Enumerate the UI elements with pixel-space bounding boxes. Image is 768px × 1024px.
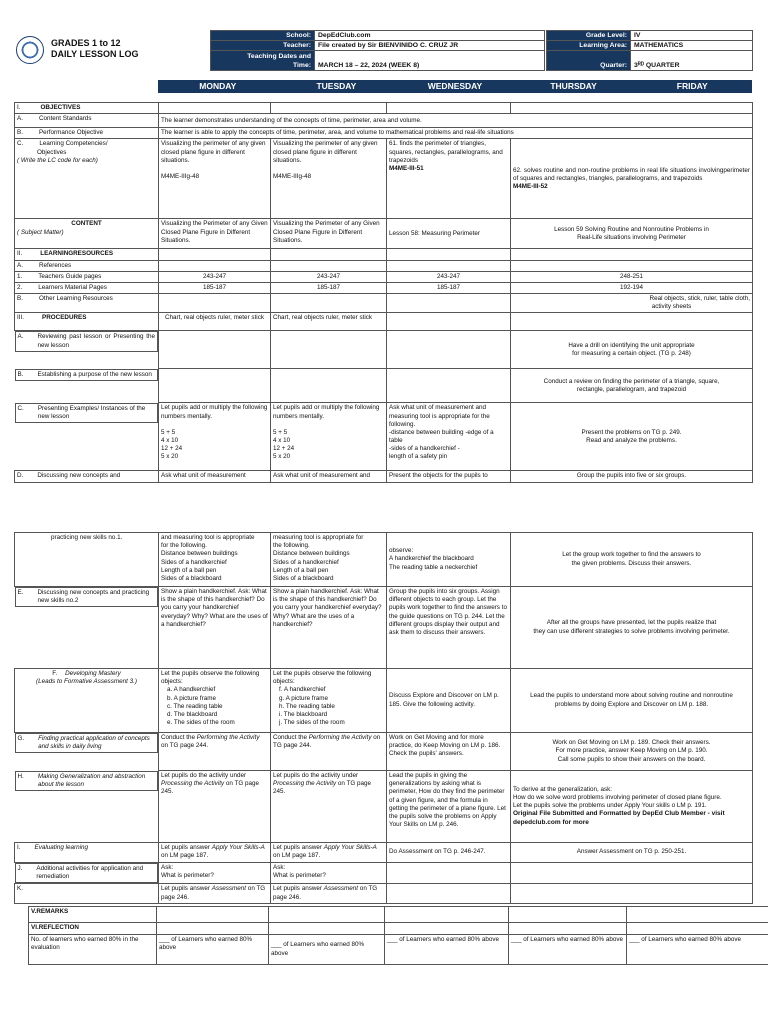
title-dll: DAILY LESSON LOG xyxy=(51,49,139,59)
row-developing-mastery: F. Developing Mastery (Leads to Formative Assessment 3.) Let the pupils observe the following objects: a. A handkerchief b. A picture frame c. The reading table d. The blackboard e. The sides of the room Let the pupils observe the following objects: f. A handkerchief g. A picture frame h. The reading table i. The blackboard j. The sides of the room Discuss Explore and Discover on LM p. 185. Give the following activity. Lead the pupils to understand more about solving routine and nonroutine problems by doing Explore and Discover on LM p. 188. xyxy=(15,669,753,733)
school-value: DepEdClub.com xyxy=(315,31,545,41)
row-teachers-guide: 1. Teachers Guide pages 243-247 243-247 243-247 248-251 xyxy=(15,271,753,282)
earned-thursday: ___ of Learners who earned 80% above xyxy=(509,935,627,965)
remarks-table xyxy=(28,906,768,965)
row-performance-objective: B. Performance Objective The learner is able to apply the concepts of time, perimeter, area, and volume to mathematical problems and real-life situations xyxy=(15,128,753,139)
header-info-left: School: DepEdClub.com Teacher: File created by Sir BIENVINIDO C. CRUZ JR Teaching Dates and Time: MARCH 18 – 22, 2024 (WEEK 8) xyxy=(210,30,545,71)
quarter-value: 3ᴿᴰ QUARTER xyxy=(631,51,753,71)
day-friday: FRIDAY xyxy=(633,81,752,93)
dates-value: MARCH 18 – 22, 2024 (WEEK 8) xyxy=(315,51,545,71)
earned-wednesday: ___ of Learners who earned 80% above xyxy=(385,935,509,965)
row-establishing-purpose: B. Establishing a purpose of the new lesson Conduct a review on finding the perimeter of a triangle, square, rectangle, parallelogram, and trapezoid xyxy=(15,369,753,403)
title-grades: GRADES 1 to 12 xyxy=(51,38,121,48)
row-reviewing: A. Reviewing past lesson or Presenting the new lesson Have a drill on identifying the unit appropriate for measuring a certain object. (TG p. 248) xyxy=(15,331,753,369)
row-procedures: III. PROCEDURES Chart, real objects ruler, meter stick Chart, real objects ruler, meter stick xyxy=(15,313,753,331)
earned-friday: ___ of Learners who earned 80% above xyxy=(627,935,768,965)
watermark-note: Original File Submitted and Formatted by DepEd Club Member - visit depedclub.com for more xyxy=(513,810,725,826)
row-other-resources: B. Other Learning Resources Real objects, stick, ruler, table cloth, activity sheets xyxy=(15,294,753,313)
day-header-row xyxy=(158,80,752,93)
row-objectives: I. OBJECTIVES xyxy=(15,103,753,114)
row-additional-activities: J. Additional activities for application and remediation Ask: What is perimeter? Ask: What is perimeter? xyxy=(15,863,753,884)
row-reflection: VI.REFLECTION xyxy=(29,923,768,935)
earned-monday: ___ of Learners who earned 80% above xyxy=(157,935,269,965)
row-learning-resources: II. LEARNINGRESOURCES xyxy=(15,249,753,260)
row-discussing-2: E. Discussing new concepts and practicing new skills no.2 Show a plain handkerchief. Ask: What is the shape of this handkerchief? Do you carry your handkerchief everyday? Why? What are the uses of a handkerchief? Show a plain handkerchief. Ask: What is the shape of this handkerchief? Do you carry your handkerchief everyday? Why? What are the uses of a handkerchief? Group the pupils into six groups. Assign different objects to each group. Let the pupils work together to find the answers to the guide questions on TG p. 244. Let the different groups display their output and ask them to discuss their answers. After all the groups have presented, let the pupils realize that they can use different strategies to solve problems involving perimeter. xyxy=(15,587,753,669)
row-content: CONTENT ( Subject Matter) Visualizing the Perimeter of any Given Closed Plane Figure in Different Situations. Visualizing the Perimeter of any Given Closed Plane Figure in Different Situations. Lesson 58: Measuring Perimeter Lesson 59 Solving Routine and Nonroutine Problems in Real-Life situations involving Perimeter xyxy=(15,219,753,249)
day-wednesday: WEDNESDAY xyxy=(396,81,515,93)
row-references: A. References xyxy=(15,260,753,271)
lesson-table-page2 xyxy=(14,532,753,904)
row-presenting-examples: C. Presenting Examples/ Instances of the new lesson Let pupils add or multiply the following numbers mentally. 5 + 5 4 x 10 12 + 24 5 x 20 Let pupils add or multiply the following numbers mentally. 5 + 5 4 x 10 12 + 24 5 x 20 Ask what unit of measurement and measuring tool is appropriate for the following. -distance between building -edge of a table -sides of a handkerchief - length of a safety pin Present the problems on TG p. 249. Read and analyze the problems. xyxy=(15,403,753,471)
grade-value: IV xyxy=(631,31,753,41)
row-k: K. Let pupils answer Assessment on TG page 246. Let pupils answer Assessment on TG page 246. xyxy=(15,884,753,904)
day-thursday: THURSDAY xyxy=(514,81,633,93)
row-discussing-1: D. Discussing new concepts and Ask what unit of measurement Ask what unit of measurement and Present the objects for the pupils to Group the pupils into five or six groups. xyxy=(15,471,753,482)
row-evaluating: I. Evaluating learning Let pupils answer Apply Your Skills-A on LM page 187. Let pupils answer Apply Your Skills-A on LM page 187. Do Assessment on TG p. 246-247. Answer Assessment on TG p. 250-251. xyxy=(15,843,753,863)
row-discussing-1-cont: practicing new skills no.1. and measuring tool is appropriate for the following. Distance between buildings Sides of a handkerchief Length of a ball pen Sides of a blackboard measuring tool is appropriate for the following. Distance between buildings Sides of a handkerchief Length of a ball pen Sides of a blackboard observe: A handkerchief the blackboard The reading table a neckerchief Let the group work together to find the answers to the given problems. Discuss their answers. xyxy=(15,533,753,587)
header-info-right: Grade Level: IV Learning Area: MATHEMATICS Quarter: 3ᴿᴰ QUARTER xyxy=(546,30,753,71)
area-value: MATHEMATICS xyxy=(631,41,753,51)
row-content-standards: A. Content Standards The learner demonstrates understanding of the concepts of time, perimeter, area and volume. xyxy=(15,114,753,128)
earned-tuesday: ___ of Learners who earned 80% above xyxy=(269,935,385,965)
row-learners-material: 2. Learners Material Pages 185-187 185-187 185-187 192-194 xyxy=(15,282,753,293)
row-generalization: H. Making Generalization and abstraction about the lesson Let pupils do the activity under Processing the Activity on TG page 245. Let pupils do the activity under Processing the Activity on TG page 245. Lead the pupils in giving the generalizations by asking what is perimeter, How do they find the perimeter of a given figure, and the formula in getting the perimeter of a plane figure. Let the pupils solve the problems on Apply Your Skills on LM p. 246. To derive at the generalization, ask: How do we solve word problems involving perimeter of closed plane figure. Let the pupils solve the problems under Apply Your skills o LM p. 191. Original File Submitted and Formatted by DepEd Club Member - visit depedclub.com for more xyxy=(15,771,753,843)
row-practical-application: G. Finding practical application of concepts and skills in daily living Conduct the Performing the Activity on TG page 244. Conduct the Performing the Activity on TG page 244. Work on Get Moving and for more practice, do Keep Moving on LM p. 186. Check the pupils' answers. Work on Get Moving on LM p. 189. Check their answers. For more practice, answer Keep Moving on LM p. 190. Call some pupils to show their answers on the board. xyxy=(15,733,753,771)
deped-seal xyxy=(16,36,44,64)
lesson-table-page1 xyxy=(14,102,753,483)
row-remarks: V.REMARKS xyxy=(29,907,768,923)
row-competencies: C. Learning Competencies/ Objectives ( Write the LC code for each) Visualizing the perimeter of any given closed plane figure in different situations. M4ME-IIIg-48 Visualizing the perimeter of any given closed plane figure in different situations. M4ME-IIIg-48 61. finds the perimeter of triangles, squares, rectangles, parallelograms, and trapezoids M4ME-III-51 62. solves routine and non-routine problems in real life situations involvingperimeter of squares and rectangles, triangles, parallelograms, and trapezoids M4ME-III-52 xyxy=(15,139,753,219)
row-learners-80: No. of learners who earned 80% in the evaluation ___ of Learners who earned 80% above ___ of Learners who earned 80% above ___ of Learners who earned 80% above ___ of Learners who earned 80% above ___ of Learners who earned 80% above xyxy=(29,935,768,965)
day-tuesday: TUESDAY xyxy=(277,81,396,93)
teacher-value: File created by Sir BIENVINIDO C. CRUZ JR xyxy=(315,41,545,51)
day-monday: MONDAY xyxy=(159,81,278,93)
